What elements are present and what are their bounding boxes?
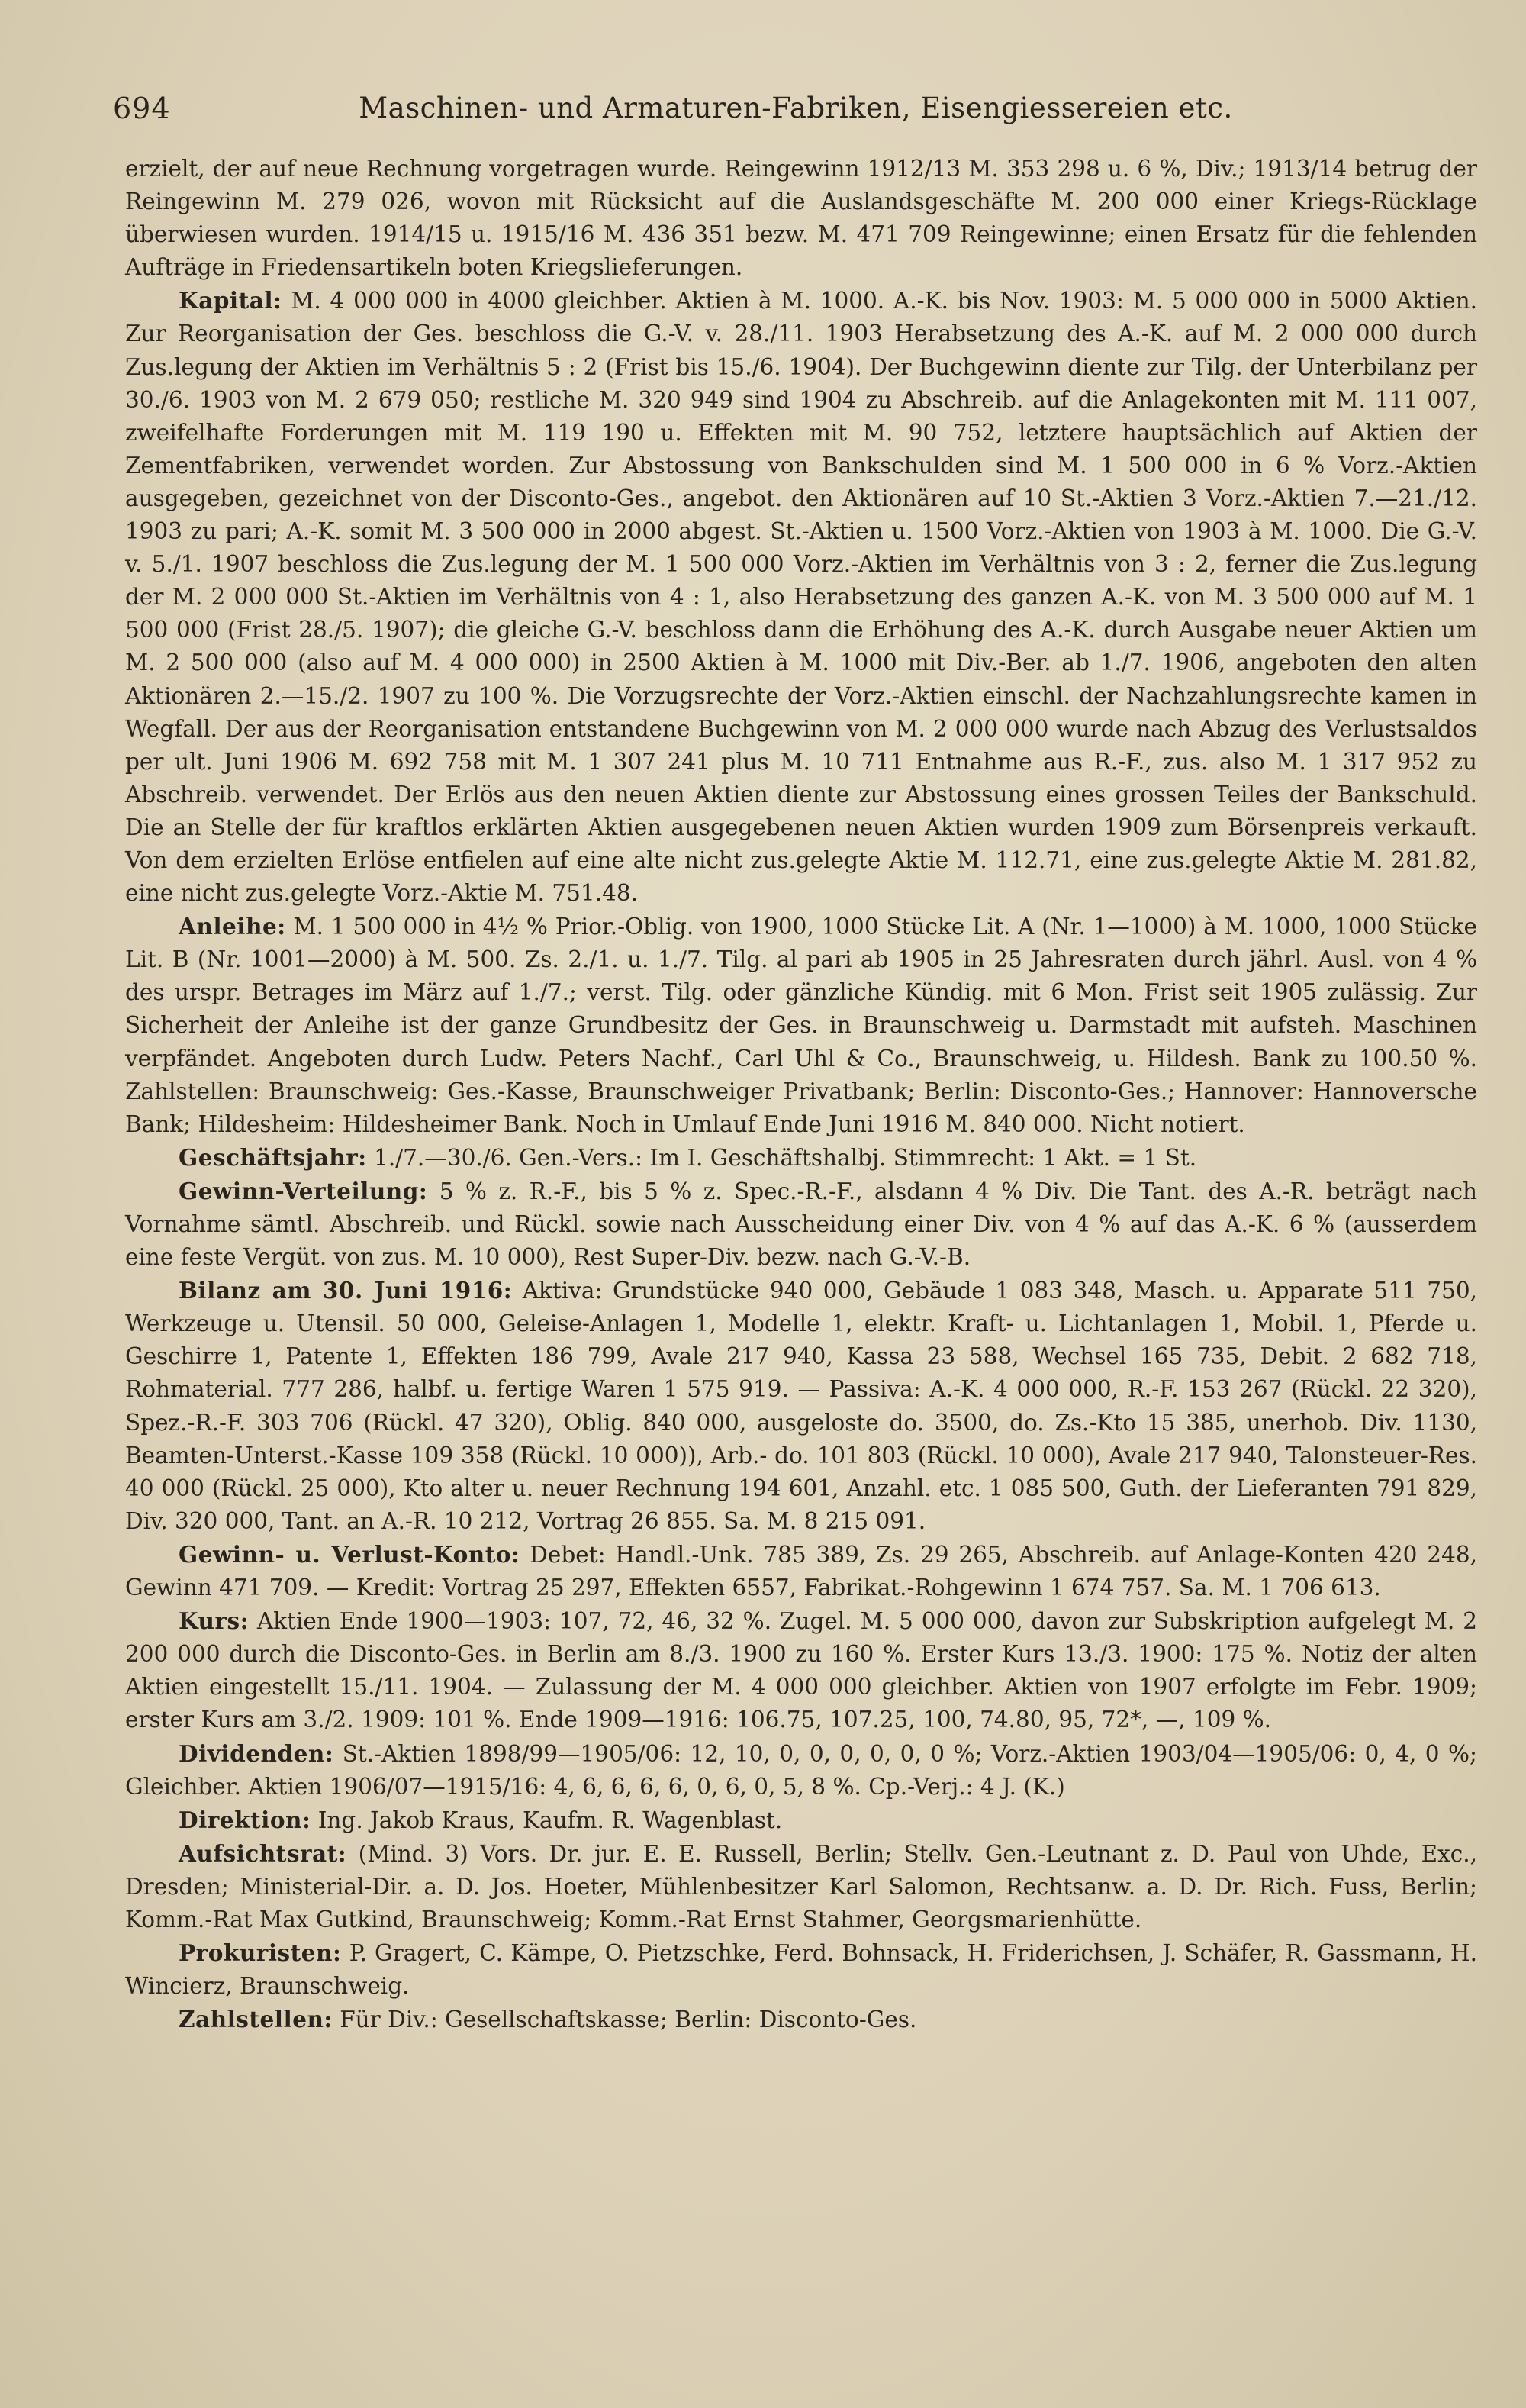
paragraph-anleihe [125, 910, 1477, 1141]
paragraph-kapital [125, 284, 1477, 910]
paragraph-gewinn-verlust [125, 1538, 1477, 1604]
paragraph-prokuristen [125, 1936, 1477, 2003]
section-label: Aufsichtsrat: [179, 1839, 347, 1867]
paragraph-text: St.-Aktien 1898/99—1905/06: 12, 10, 0, 0, 0, 0, 0, 0 %; Vorz.-Aktien 1903/04—1905/06: 0, 4, 0 %; Gleichber. Aktien 1906/07—1915/16: 4, 6, 6, 6, 6, 0, 6, 0, 5, 8 %. Cp.-Verj.: 4 J. (K.) [125, 1740, 1477, 1800]
section-label: Anleihe: [179, 913, 286, 940]
section-label: Kapital: [179, 287, 282, 314]
article-body [125, 153, 1477, 2036]
section-label: Dividenden: [179, 1739, 334, 1767]
paragraph-zahlstellen [125, 2003, 1477, 2036]
running-title: Maschinen- und Armaturen-Fabriken, Eisengiessereien etc. [359, 92, 1233, 124]
paragraph-aufsichtsrat [125, 1837, 1477, 1936]
paragraph-text: 1./7.—30./6. Gen.-Vers.: Im I. Geschäftshalbj. Stimmrecht: 1 Akt. = 1 St. [374, 1144, 1197, 1171]
section-label: Prokuristen: [179, 1939, 342, 1967]
paragraph-geschaeftsjahr [125, 1141, 1477, 1175]
paragraph-dividenden [125, 1737, 1477, 1804]
paragraph-text: Debet: Handl.-Unk. 785 389, Zs. 29 265, Abschreib. auf Anlage-Konten 420 248, Gewinn 471 709. — Kredit: Vortrag 25 297, Effekten 6557, Fabrikat.-Rohgewinn 1 674 757. Sa. M. 1 706 613. [125, 1541, 1477, 1601]
paragraph-gewinn-verteilung [125, 1175, 1477, 1274]
section-label: Direktion: [179, 1806, 311, 1833]
paragraph-text: Für Div.: Gesellschaftskasse; Berlin: Disconto-Ges. [340, 2007, 917, 2033]
section-label: Bilanz am 30. Juni 1916: [179, 1277, 513, 1304]
paragraph-intro [125, 153, 1477, 284]
paragraph-bilanz [125, 1274, 1477, 1538]
paragraph-text: Ing. Jakob Kraus, Kaufm. R. Wagenblast. [317, 1807, 783, 1833]
section-label: Gewinn- u. Verlust-Konto: [179, 1540, 520, 1568]
paragraph-direktion [125, 1804, 1477, 1837]
paragraph-text: Aktien Ende 1900—1903: 107, 72, 46, 32 %. Zugel. M. 5 000 000, davon zur Subskription aufgelegt M. 2 200 000 durch die Disconto-Ges. in Berlin am 8./3. 1900 zu 160 %. Erster Kurs 13./3. 1900: 175 %. Notiz der alten Aktien eingestellt 15./11. 1904. — Zulassung der M. 4 000 000 gleichber. Aktien von 1907 erfolgte im Febr. 1909; erster Kurs am 3./2. 1909: 101 %. Ende 1909—1916: 106.75, 107.25, 100, 74.80, 95, 72*, —, 109 %. [125, 1608, 1477, 1733]
paragraph-text: M. 4 000 000 in 4000 gleichber. Aktien à M. 1000. A.-K. bis Nov. 1903: M. 5 000 000 in 5000 Aktien. Zur Reorganisation der Ges. beschloss die G.-V. v. 28./11. 1903 Herabsetzung des A.-K. auf M. 2 000 000 durch Zus.legung der Aktien im Verhältnis 5 : 2 (Frist bis 15./6. 1904). Der Buchgewinn diente zur Tilg. der Unterbilanz per 30./6. 1903 von M. 2 679 050; restliche M. 320 949 sind 1904 zu Abschreib. auf die Anlagekonten mit M. 111 007, zweifelhafte Forderungen mit M. 119 190 u. Effekten mit M. 90 752, letztere hauptsächlich auf Aktien der Zementfabriken, verwendet worden. Zur Abstossung von Bankschulden sind M. 1 500 000 in 6 % Vorz.-Aktien ausgegeben, gezeichnet von der Disconto-Ges., angebot. den Aktionären auf 10 St.-Aktien 3 Vorz.-Aktien 7.—21./12. 1903 zu pari; A.-K. somit M. 3 500 000 in 2000 abgest. St.-Aktien u. 1500 Vorz.-Aktien von 1903 à M. 1000. Die G.-V. v. 5./1. 1907 beschloss die Zus.legung der M. 1 500 000 Vorz.-Aktien im Verhältnis von 3 : 2, ferner die Zus.legung der M. 2 000 000 St.-Aktien im Verhältnis von 4 : 1, also Herabsetzung des ganzen A.-K. von M. 3 500 000 auf M. 1 500 000 (Frist 28./5. 1907); die gleiche G.-V. beschloss dann die Erhöhung des A.-K. durch Ausgabe neuer Aktien um M. 2 500 000 (also auf M. 4 000 000) in 2500 Aktien à M. 1000 mit Div.-Ber. ab 1./7. 1906, angeboten den alten Aktionären 2.—15./2. 1907 zu 100 %. Die Vorzugsrechte der Vorz.-Aktien einschl. der Nachzahlungsrechte kamen in Wegfall. Der aus der Reorganisation entstandene Buchgewinn von M. 2 000 000 wurde nach Abzug des Verlustsaldos per ult. Juni 1906 M. 692 758 mit M. 1 307 241 plus M. 10 711 Entnahme aus R.-F., zus. also M. 1 317 952 zu Abschreib. verwendet. Der Erlös aus den neuen Aktien diente zur Abstossung eines grossen Teiles der Bankschuld. Die an Stelle der für kraftlos erklärten Aktien ausgegebenen neuen Aktien wurden 1909 zum Börsenpreis verkauft. Von dem erzielten Erlöse entfielen auf eine alte nicht zus.gelegte Aktie M. 112.71, eine zus.gelegte Aktie M. 281.82, eine nicht zus.gelegte Vorz.-Aktie M. 751.48. [125, 288, 1477, 907]
paragraph-text: M. 1 500 000 in 4½ % Prior.-Oblig. von 1900, 1000 Stücke Lit. A (Nr. 1—1000) à M. 1000, 1000 Stücke Lit. B (Nr. 1001—2000) à M. 500. Zs. 2./1. u. 1./7. Tilg. al pari ab 1905 in 25 Jahresraten durch jährl. Ausl. von 4 % des urspr. Betrages im März auf 1./7.; verst. Tilg. oder gänzliche Kündig. mit 6 Mon. Frist seit 1905 zulässig. Zur Sicherheit der Anleihe ist der ganze Grundbesitz der Ges. in Braunschweig u. Darmstadt mit aufsteh. Maschinen verpfändet. Angeboten durch Ludw. Peters Nachf., Carl Uhl & Co., Braunschweig, u. Hildesh. Bank zu 100.50 %. Zahlstellen: Braunschweig: Ges.-Kasse, Braunschweiger Privatbank; Berlin: Disconto-Ges.; Hannover: Hannoversche Bank; Hildesheim: Hildesheimer Bank. Noch in Umlauf Ende Juni 1916 M. 840 000. Nicht notiert. [125, 914, 1477, 1137]
paragraph-text: P. Gragert, C. Kämpe, O. Pietzschke, Ferd. Bohnsack, H. Friderichsen, J. Schäfer, R. Gassmann, H. Wincierz, Braunschweig. [125, 1940, 1477, 2000]
paragraph-text: erzielt, der auf neue Rechnung vorgetragen wurde. Reingewinn 1912/13 M. 353 298 u. 6 %, Div.; 1913/14 betrug der Reingewinn M. 279 026, wovon mit Rücksicht auf die Auslandsgeschäfte M. 200 000 einer Kriegs-Rücklage überwiesen wurden. 1914/15 u. 1915/16 M. 436 351 bezw. M. 471 709 Reingewinne; einen Ersatz für die fehlenden Aufträge in Friedensartikeln boten Kriegslieferungen. [125, 156, 1477, 281]
paragraph-text: (Mind. 3) Vors. Dr. jur. E. E. Russell, Berlin; Stellv. Gen.-Leutnant z. D. Paul von Uhde, Exc., Dresden; Ministerial-Dir. a. D. Jos. Hoeter, Mühlenbesitzer Karl Salomon, Rechtsanw. a. D. Dr. Rich. Fuss, Berlin; Komm.-Rat Max Gutkind, Braunschweig; Komm.-Rat Ernst Stahmer, Georgsmarienhütte. [125, 1840, 1477, 1933]
paragraph-text: 5 % z. R.-F., bis 5 % z. Spec.-R.-F., alsdann 4 % Div. Die Tant. des A.-R. beträgt nach Vornahme sämtl. Abschreib. und Rückl. sowie nach Ausscheidung einer Div. von 4 % auf das A.-K. 6 % (ausserdem eine feste Vergüt. von zus. M. 10 000), Rest Super-Div. bezw. nach G.-V.-B. [125, 1178, 1477, 1271]
section-label: Geschäftsjahr: [179, 1143, 367, 1171]
section-label: Gewinn-Verteilung: [179, 1177, 428, 1204]
paragraph-text: Aktiva: Grundstücke 940 000, Gebäude 1 083 348, Masch. u. Apparate 511 750, Werkzeuge u. Utensil. 50 000, Geleise-Anlagen 1, Modelle 1, elektr. Kraft- u. Lichtanlagen 1, Mobil. 1, Pferde u. Geschirre 1, Patente 1, Effekten 186 799, Avale 217 940, Kassa 23 588, Wechsel 165 735, Debit. 2 682 718, Rohmaterial. 777 286, halbf. u. fertige Waren 1 575 919. — Passiva: A.-K. 4 000 000, R.-F. 153 267 (Rückl. 22 320), Spez.-R.-F. 303 706 (Rückl. 47 320), Oblig. 840 000, ausgeloste do. 3500, do. Zs.-Kto 15 385, unerhob. Div. 1130, Beamten-Unterst.-Kasse 109 358 (Rückl. 10 000)), Arb.- do. 101 803 (Rückl. 10 000), Avale 217 940, Talonsteuer-Res. 40 000 (Rückl. 25 000), Kto alter u. neuer Rechnung 194 601, Anzahl. etc. 1 085 500, Guth. der Lieferanten 791 829, Div. 320 000, Tant. an A.-R. 10 212, Vortrag 26 855. Sa. M. 8 215 091. [125, 1278, 1477, 1534]
page-header [113, 92, 1479, 137]
section-label: Zahlstellen: [179, 2006, 333, 2033]
page-number: 694 [113, 92, 171, 125]
section-label: Kurs: [179, 1607, 249, 1635]
paragraph-kurs [125, 1604, 1477, 1736]
